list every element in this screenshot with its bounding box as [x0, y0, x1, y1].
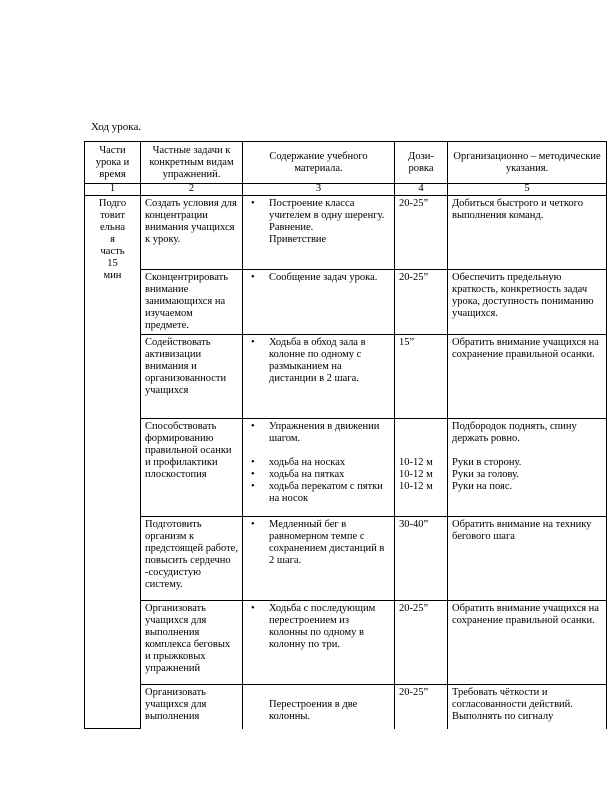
content-item: • Упражнения в движении шагом.: [247, 421, 390, 445]
content-item: • ходьба на пятках: [247, 469, 390, 481]
content-item: Перестроения в две колонны.: [269, 699, 358, 722]
content-cell: [243, 517, 395, 601]
task-cell: Способствовать формированию правильной осанки и профилактики плоскостопия: [141, 419, 243, 517]
dosage-cell: 20-25”: [395, 685, 448, 729]
part-label: Подго товит ельна я часть 15 мин: [85, 196, 141, 729]
task-cell: Сконцентрировать внимание занимающихся на изучаемом предмете.: [141, 270, 243, 335]
dosage-cell: 20-25”: [395, 601, 448, 685]
notes-item: Руки на пояс.: [452, 481, 513, 492]
content-cell: [243, 685, 395, 729]
content-cell: [243, 196, 395, 270]
column-header: Содержание учебного материала.: [243, 142, 395, 184]
dosage-item: 10-12 м: [399, 481, 433, 492]
column-number: 1: [85, 184, 141, 196]
column-header: Дози-ровка: [395, 142, 448, 184]
dosage-cell: 30-40”: [395, 517, 448, 601]
notes-item: Руки в сторону.: [452, 457, 522, 468]
table-row: [85, 517, 607, 601]
content-item: • ходьба на носках: [247, 457, 390, 469]
column-number: 4: [395, 184, 448, 196]
column-number: 5: [448, 184, 607, 196]
dosage-cell: 15”: [395, 335, 448, 419]
content-item: • Ходьба с последующим перестроением из колонны по одному в колонну по три.: [247, 603, 390, 651]
content-item: • Медленный бег в равномерном темпе с сохранением дистанций в 2 шага.: [247, 519, 390, 567]
content-cell: [243, 419, 395, 517]
content-item: • Построение класса учителем в одну шеренгу. Равнение. Приветствие: [247, 198, 390, 246]
task-cell: Создать условия для концентрации внимания учащихся к уроку.: [141, 196, 243, 270]
table-row: [85, 196, 607, 270]
notes-cell: Требовать чёткости и согласованности действий. Выполнять по сигналу: [448, 685, 607, 729]
table-row: [85, 601, 607, 685]
content-item: • Ходьба в обход зала в колонне по одному с размыканием на дистанции в 2 шага.: [247, 337, 390, 385]
lesson-heading: Ход урока.: [91, 121, 142, 133]
content-item: • ходьба перекатом с пятки на носок: [247, 481, 390, 505]
task-cell: Подготовить организм к предстоящей работе, повысить сердечно -сосудистую систему.: [141, 517, 243, 601]
task-cell: Организовать учащихся для выполнения комплекса беговых и прыжковых упражнений: [141, 601, 243, 685]
dosage-cell: [395, 419, 448, 517]
table-row: [85, 270, 607, 335]
dosage-cell: 20-25”: [395, 270, 448, 335]
table-row: [85, 419, 607, 517]
content-item: • Сообщение задач урока.: [247, 272, 390, 284]
notes-text: Подбородок поднять, спину держать ровно.: [452, 421, 577, 444]
notes-cell: [448, 419, 607, 517]
notes-cell: Обратить внимание учащихся на сохранение правильной осанки.: [448, 335, 607, 419]
notes-cell: Обратить внимание на технику бегового шага: [448, 517, 607, 601]
table-row: [85, 685, 607, 729]
table-row: [85, 335, 607, 419]
column-header: Частные задачи к конкретным видам упражнений.: [141, 142, 243, 184]
column-header: Части урока и время: [85, 142, 141, 184]
dosage-item: 10-12 м: [399, 457, 433, 468]
spacer: [247, 445, 390, 457]
lesson-plan-table: [84, 141, 607, 729]
content-cell: [243, 270, 395, 335]
column-number: 3: [243, 184, 395, 196]
table-header-row: [85, 142, 607, 184]
task-cell: Содействовать активизации внимания и организованности учащихся: [141, 335, 243, 419]
column-number-row: [85, 184, 607, 196]
notes-item: Руки за голову.: [452, 469, 519, 480]
content-cell: [243, 335, 395, 419]
notes-cell: Обеспечить предельную краткость, конкретность задач урока, доступность пониманию учащихся.: [448, 270, 607, 335]
content-cell: [243, 601, 395, 685]
column-number: 2: [141, 184, 243, 196]
task-cell: Организовать учащихся для выполнения: [141, 685, 243, 729]
notes-cell: Добиться быстрого и четкого выполнения команд.: [448, 196, 607, 270]
column-header: Организационно – методические указания.: [448, 142, 607, 184]
dosage-item: 10-12 м: [399, 469, 433, 480]
notes-cell: Обратить внимание учащихся на сохранение правильной осанки.: [448, 601, 607, 685]
dosage-cell: 20-25”: [395, 196, 448, 270]
